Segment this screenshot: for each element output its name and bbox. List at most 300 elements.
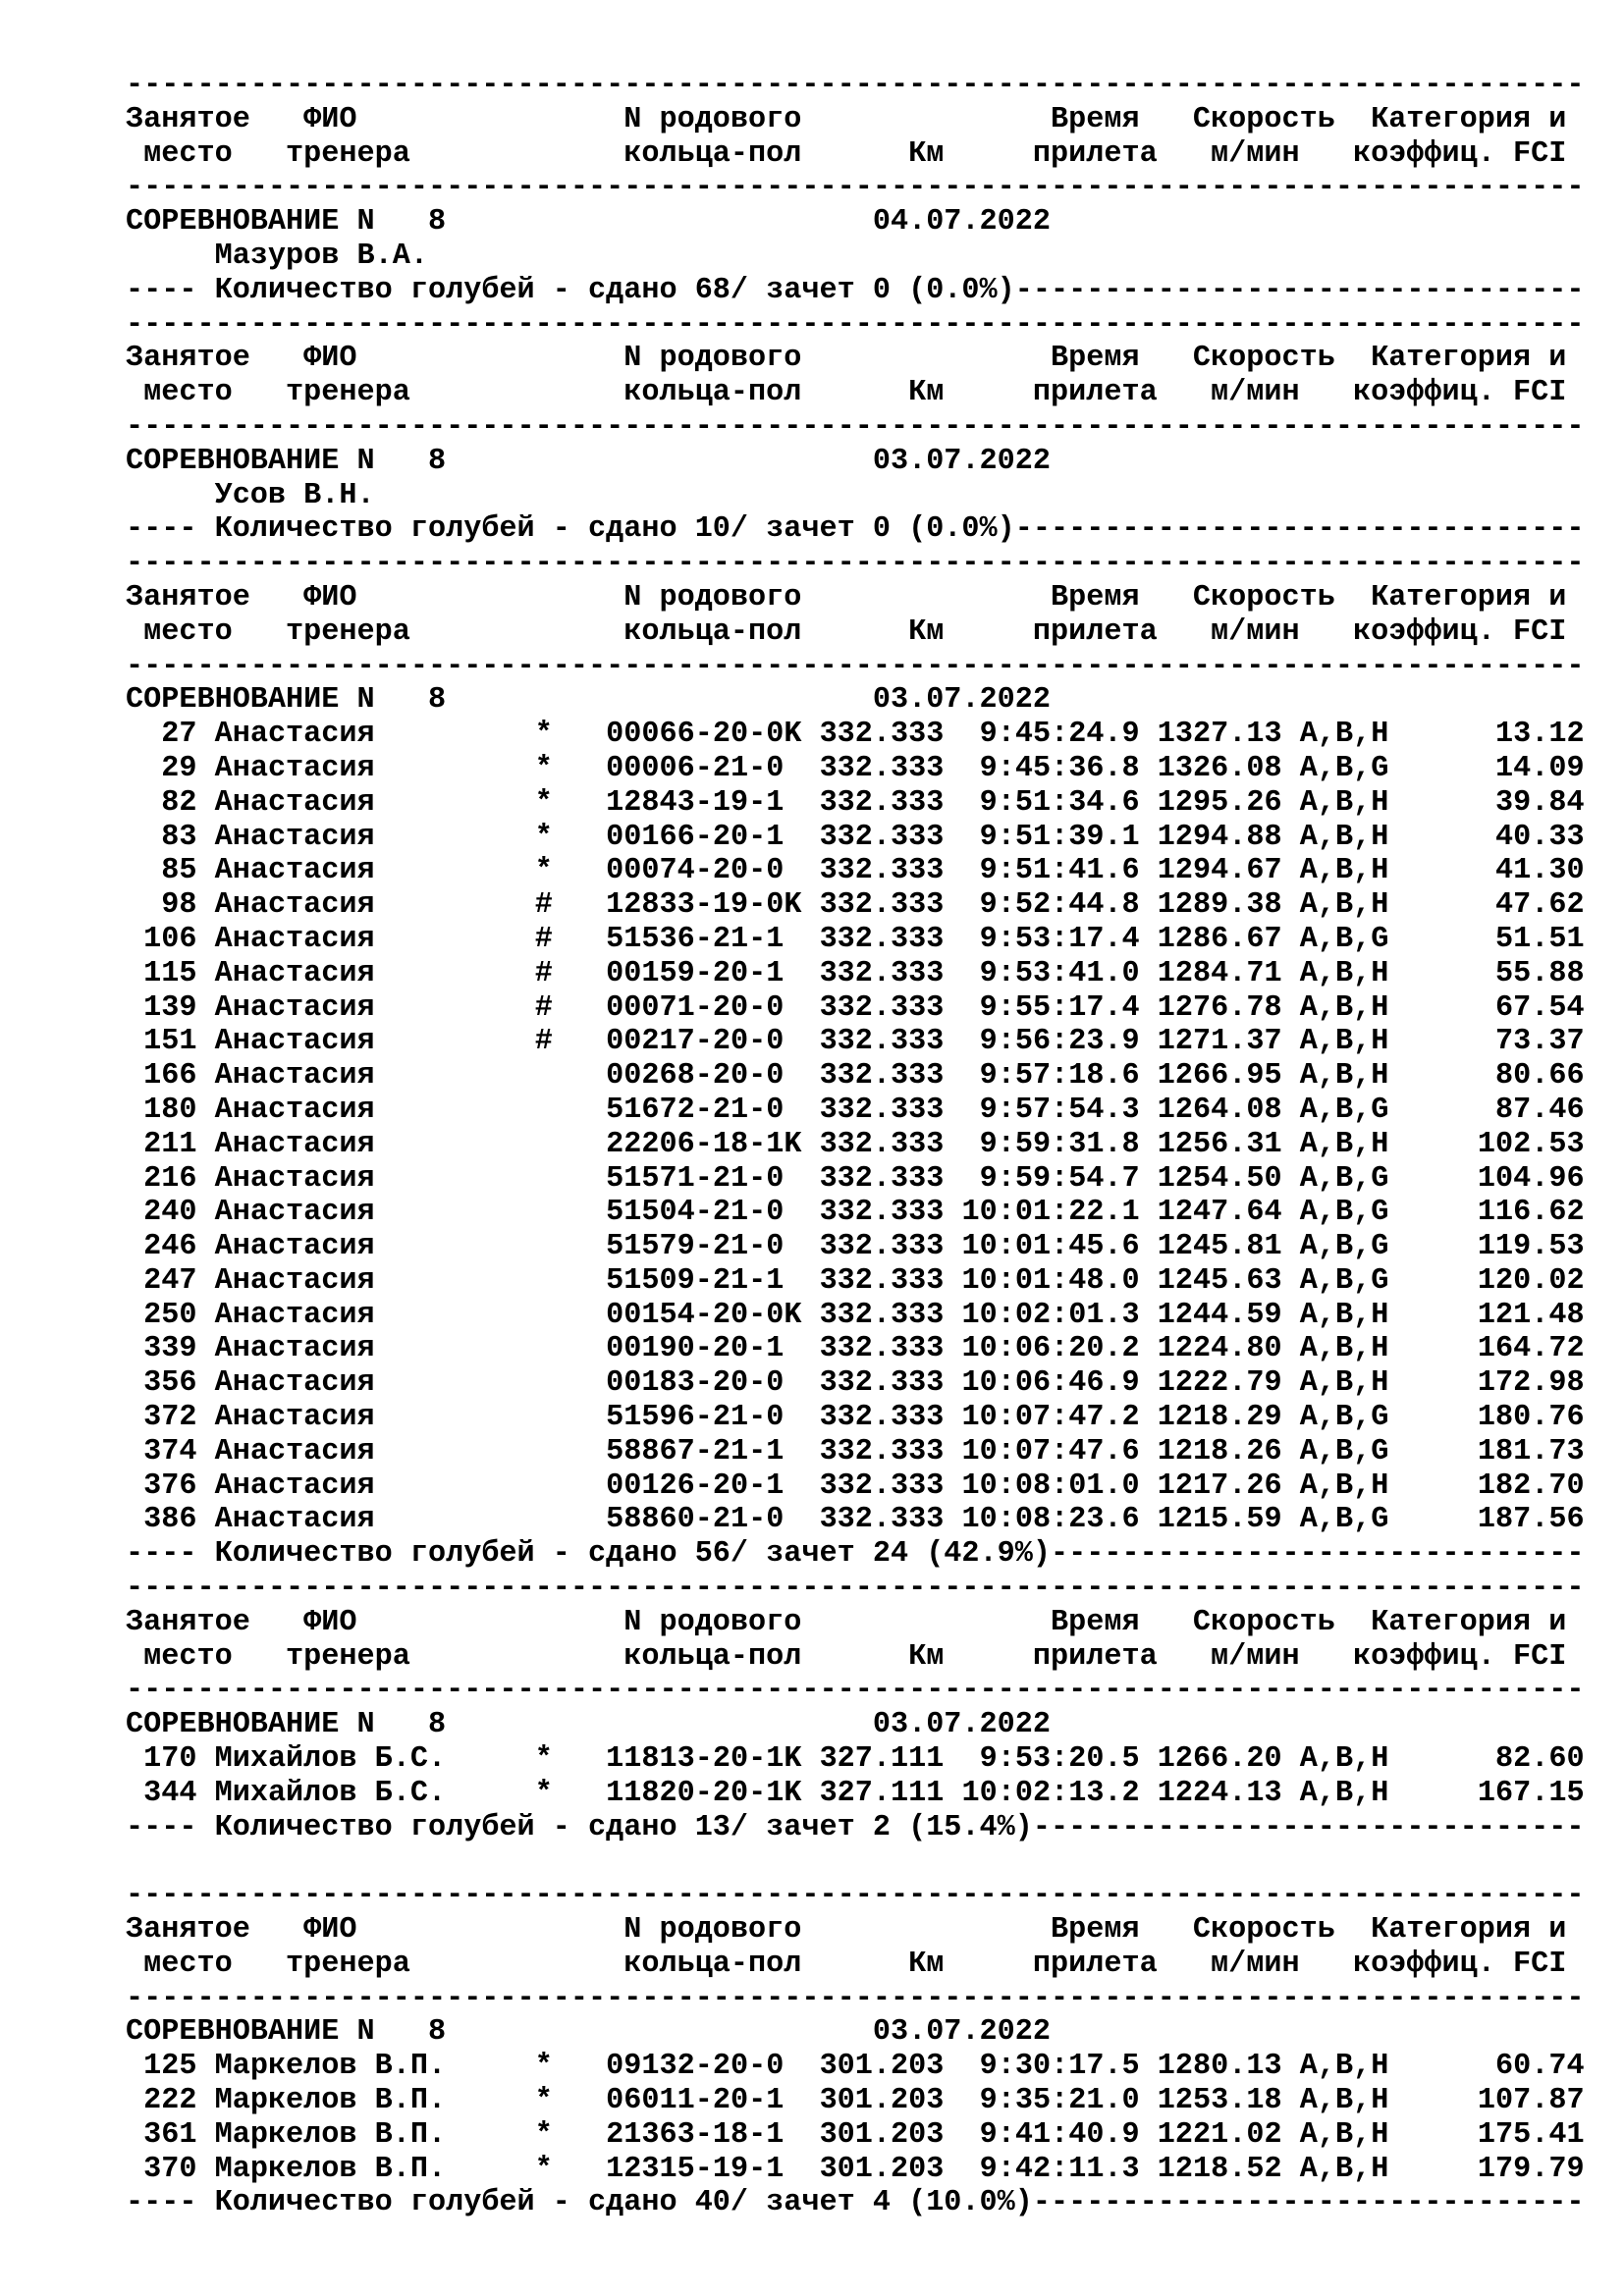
fci-coefficient: 82.60 [1388,1742,1585,1777]
result-row [126,1742,1598,1777]
column-header-line-1: Занятое ФИО N родового Время Скорость Категория и [126,1913,1567,1948]
place: 180 [126,1093,197,1127]
place: 374 [126,1434,197,1468]
mark [535,1503,553,1536]
mark [535,1128,553,1161]
place: 356 [126,1366,197,1401]
category: A,B,H [1299,956,1389,990]
distance-km: 332.333 [801,956,945,990]
speed: 1294.88 [1157,820,1282,854]
fci-coefficient: 41.30 [1388,854,1585,888]
category: A,B,G [1299,1093,1389,1127]
fci-coefficient: 181.73 [1388,1434,1585,1468]
result-row [126,923,1598,957]
ring-number: 22206-18-1K [606,1127,802,1161]
result-row [126,2084,1598,2118]
mark: * [534,1776,553,1810]
fci-coefficient: 119.53 [1388,1230,1585,1264]
result-row [126,786,1598,821]
arrival-time: 9:53:17.4 [944,922,1140,956]
result-row [126,1162,1598,1197]
speed: 1254.50 [1157,1161,1282,1196]
mark [535,1366,553,1400]
competition-header: СОРЕВНОВАНИЕ N 8 03.07.2022 [126,444,1052,478]
separator-line: ---------------------------------------------------------------------------------- [126,307,1585,342]
place: 139 [126,990,197,1025]
ring-number: 00071-20-0 [606,990,802,1025]
place: 386 [126,1503,197,1537]
trainer-name: Анастасия [214,854,517,888]
trainer-name: Анастасия [214,1503,517,1537]
distance-km: 332.333 [801,922,945,956]
distance-km: 327.111 [801,1776,945,1810]
distance-km: 332.333 [801,1298,945,1332]
column-header-line-2: место тренера кольца-пол Км прилета м/мин коэффиц. FCI [126,1947,1567,1981]
mark: # [534,888,553,923]
place: 361 [126,2117,197,2152]
fci-coefficient: 120.02 [1388,1263,1585,1298]
fci-coefficient: 60.74 [1388,2050,1585,2084]
place: 376 [126,1468,197,1503]
trainer-name: Анастасия [214,1332,517,1366]
place: 240 [126,1196,197,1230]
mark: # [534,922,553,956]
place: 83 [126,820,197,854]
mark [535,1264,553,1298]
trainer-name: Анастасия [214,751,517,785]
ring-number: 00159-20-1 [606,956,802,990]
result-row [126,1059,1598,1094]
category: A,B,G [1299,1503,1389,1537]
place: 211 [126,1127,197,1161]
place: 82 [126,785,197,820]
ring-number: 00154-20-0K [606,1298,802,1332]
speed: 1284.71 [1157,956,1282,990]
ring-number: 06011-20-1 [606,2084,802,2118]
result-row [126,1196,1598,1230]
place: 29 [126,751,197,785]
speed: 1294.67 [1157,854,1282,888]
result-row [126,1264,1598,1299]
ring-number: 09132-20-0 [606,2050,802,2084]
competition-header: СОРЕВНОВАНИЕ N 8 03.07.2022 [126,683,1052,718]
mark [535,1299,553,1332]
mark: * [534,718,553,752]
result-row [126,1025,1598,1059]
category: A,B,G [1299,1434,1389,1468]
fci-coefficient: 116.62 [1388,1196,1585,1230]
mark: # [534,1025,553,1059]
column-header-line-2: место тренера кольца-пол Км прилета м/мин коэффиц. FCI [126,614,1567,649]
speed: 1215.59 [1157,1503,1282,1537]
fci-coefficient: 182.70 [1388,1468,1585,1503]
arrival-time: 9:51:34.6 [944,785,1140,820]
mark: # [534,956,553,990]
speed: 1245.63 [1157,1263,1282,1298]
distance-km: 332.333 [801,1127,945,1161]
category: A,B,H [1299,785,1389,820]
ring-number: 58860-21-0 [606,1503,802,1537]
arrival-time: 9:53:20.5 [944,1742,1140,1777]
fci-coefficient: 39.84 [1388,785,1585,820]
distance-km: 332.333 [801,1332,945,1366]
result-row [126,1366,1598,1401]
fci-coefficient: 187.56 [1388,1503,1585,1537]
arrival-time: 9:42:11.3 [944,2152,1140,2186]
distance-km: 332.333 [801,854,945,888]
trainer-name: Анастасия [214,922,517,956]
speed: 1256.31 [1157,1127,1282,1161]
mark [535,1230,553,1263]
category: A,B,H [1299,888,1389,923]
ring-number: 00268-20-0 [606,1059,802,1094]
distance-km: 332.333 [801,1161,945,1196]
speed: 1222.79 [1157,1366,1282,1401]
ring-number: 21363-18-1 [606,2117,802,2152]
separator-line: ---------------------------------------------------------------------------------- [126,1879,1585,1913]
fci-coefficient: 87.46 [1388,1093,1585,1127]
ring-number: 51509-21-1 [606,1263,802,1298]
mark [535,1196,553,1229]
arrival-time: 10:02:13.2 [944,1776,1140,1810]
column-header-line-2: место тренера кольца-пол Км прилета м/мин коэффиц. FCI [126,136,1567,171]
column-header-line-1: Занятое ФИО N родового Время Скорость Категория и [126,102,1567,136]
category: A,B,H [1299,1332,1389,1366]
category: A,B,H [1299,1127,1389,1161]
fci-coefficient: 51.51 [1388,922,1585,956]
place: 246 [126,1230,197,1264]
arrival-time: 9:52:44.8 [944,888,1140,923]
ring-number: 12843-19-1 [606,785,802,820]
trainer-name: Мазуров В.А. [126,239,428,273]
category: A,B,G [1299,1161,1389,1196]
arrival-time: 10:02:01.3 [944,1298,1140,1332]
separator-line: ---------------------------------------------------------------------------------- [126,649,1585,683]
trainer-name: Анастасия [214,1161,517,1196]
fci-coefficient: 167.15 [1388,1776,1585,1810]
distance-km: 332.333 [801,1263,945,1298]
arrival-time: 9:59:31.8 [944,1127,1140,1161]
result-row [126,2050,1598,2084]
category: A,B,H [1299,1776,1389,1810]
arrival-time: 10:06:46.9 [944,1366,1140,1401]
category: A,B,G [1299,751,1389,785]
mark [535,1162,553,1196]
separator-line: ---------------------------------------------------------------------------------- [126,69,1585,102]
distance-km: 332.333 [801,1401,945,1435]
distance-km: 332.333 [801,751,945,785]
trainer-name: Маркелов В.П. [214,2050,517,2084]
ring-number: 58867-21-1 [606,1434,802,1468]
trainer-name: Анастасия [214,990,517,1025]
result-row [126,718,1598,752]
arrival-time: 10:08:23.6 [944,1503,1140,1537]
category: A,B,H [1299,820,1389,854]
ring-number: 00166-20-1 [606,820,802,854]
speed: 1271.37 [1157,1025,1282,1059]
speed: 1218.26 [1157,1434,1282,1468]
category: A,B,G [1299,1263,1389,1298]
result-row [126,1777,1598,1811]
separator-line: ---------------------------------------------------------------------------------- [126,171,1585,205]
result-row [126,957,1598,991]
distance-km: 301.203 [801,2152,945,2186]
arrival-time: 9:57:54.3 [944,1093,1140,1127]
distance-km: 332.333 [801,718,945,752]
place: 170 [126,1742,197,1777]
ring-number: 00183-20-0 [606,1366,802,1401]
summary-text: ---- Количество голубей - сдано 40/ зачет 4 (10.0%) [126,2186,1033,2220]
arrival-time: 9:51:41.6 [944,854,1140,888]
place: 125 [126,2050,197,2084]
place: 247 [126,1263,197,1298]
ring-number: 00066-20-0K [606,718,802,752]
speed: 1218.52 [1157,2152,1282,2186]
speed: 1266.95 [1157,1059,1282,1094]
fci-coefficient: 14.09 [1388,751,1585,785]
arrival-time: 9:45:36.8 [944,751,1140,785]
fci-coefficient: 80.66 [1388,1059,1585,1094]
speed: 1221.02 [1157,2117,1282,2152]
arrival-time: 9:51:39.1 [944,820,1140,854]
summary-dash-fill: -------------------------------- [1014,273,1585,307]
mark: * [534,2117,553,2152]
ring-number: 51571-21-0 [606,1161,802,1196]
place: 85 [126,854,197,888]
distance-km: 332.333 [801,1434,945,1468]
ring-number: 12833-19-0K [606,888,802,923]
result-row [126,854,1598,888]
result-row [126,1094,1598,1128]
speed: 1244.59 [1157,1298,1282,1332]
mark: * [534,2152,553,2186]
arrival-time: 10:01:45.6 [944,1230,1140,1264]
trainer-name: Анастасия [214,1093,517,1127]
arrival-time: 10:08:01.0 [944,1468,1140,1503]
column-header-line-1: Занятое ФИО N родового Время Скорость Категория и [126,1605,1567,1639]
distance-km: 301.203 [801,2084,945,2118]
speed: 1217.26 [1157,1468,1282,1503]
category: A,B,H [1299,1468,1389,1503]
results-report [126,69,1598,2220]
column-header-line-2: место тренера кольца-пол Км прилета м/мин коэффиц. FCI [126,1639,1567,1674]
summary-dash-fill: ------------------------------- [1032,2186,1585,2220]
fci-coefficient: 73.37 [1388,1025,1585,1059]
fci-coefficient: 55.88 [1388,956,1585,990]
separator-line: ---------------------------------------------------------------------------------- [126,547,1585,581]
place: 250 [126,1298,197,1332]
mark: * [534,751,553,785]
arrival-time: 10:07:47.2 [944,1401,1140,1435]
trainer-name: Маркелов В.П. [214,2117,517,2152]
mark: * [534,820,553,854]
fci-coefficient: 102.53 [1388,1127,1585,1161]
mark [535,1094,553,1127]
category: A,B,H [1299,1025,1389,1059]
speed: 1295.26 [1157,785,1282,820]
column-header-line-1: Занятое ФИО N родового Время Скорость Категория и [126,580,1567,614]
result-row [126,1332,1598,1366]
summary-text: ---- Количество голубей - сдано 13/ зачет 2 (15.4%) [126,1810,1033,1844]
arrival-time: 9:56:23.9 [944,1025,1140,1059]
fci-coefficient: 40.33 [1388,820,1585,854]
trainer-name: Анастасия [214,1434,517,1468]
mark [535,1435,553,1468]
place: 115 [126,956,197,990]
distance-km: 332.333 [801,1059,945,1094]
mark: * [534,854,553,888]
trainer-name: Анастасия [214,1298,517,1332]
trainer-name: Маркелов В.П. [214,2152,517,2186]
mark [535,1469,553,1503]
blank-line [126,1844,1598,1879]
distance-km: 301.203 [801,2117,945,2152]
summary-line [126,1811,1598,1845]
category: A,B,H [1299,854,1389,888]
place: 98 [126,888,197,923]
place: 106 [126,922,197,956]
trainer-name: Анастасия [214,1366,517,1401]
speed: 1327.13 [1157,718,1282,752]
trainer-name: Анастасия [214,1059,517,1094]
distance-km: 332.333 [801,1366,945,1401]
arrival-time: 10:06:20.2 [944,1332,1140,1366]
arrival-time: 9:30:17.5 [944,2050,1140,2084]
distance-km: 332.333 [801,1093,945,1127]
place: 370 [126,2152,197,2186]
trainer-name: Маркелов В.П. [214,2084,517,2118]
mark: * [534,785,553,820]
competition-header: СОРЕВНОВАНИЕ N 8 03.07.2022 [126,2015,1052,2050]
speed: 1276.78 [1157,990,1282,1025]
category: A,B,G [1299,1230,1389,1264]
category: A,B,H [1299,1742,1389,1777]
arrival-time: 9:35:21.0 [944,2084,1140,2118]
arrival-time: 9:57:18.6 [944,1059,1140,1094]
result-row [126,1435,1598,1469]
fci-coefficient: 67.54 [1388,990,1585,1025]
speed: 1224.80 [1157,1332,1282,1366]
separator-line: ---------------------------------------------------------------------------------- [126,1674,1585,1708]
category: A,B,H [1299,2050,1389,2084]
mark [535,1332,553,1365]
speed: 1253.18 [1157,2084,1282,2118]
distance-km: 332.333 [801,1196,945,1230]
speed: 1286.67 [1157,922,1282,956]
distance-km: 332.333 [801,888,945,923]
place: 166 [126,1059,197,1094]
ring-number: 12315-19-1 [606,2152,802,2186]
ring-number: 11813-20-1K [606,1742,802,1777]
speed: 1289.38 [1157,888,1282,923]
result-row [126,752,1598,786]
result-row [126,991,1598,1026]
result-row [126,1401,1598,1435]
category: A,B,G [1299,922,1389,956]
place: 344 [126,1776,197,1810]
category: A,B,H [1299,2084,1389,2118]
distance-km: 332.333 [801,1025,945,1059]
place: 27 [126,718,197,752]
summary-text: ---- Количество голубей - сдано 10/ зачет 0 (0.0%) [126,512,1015,547]
fci-coefficient: 180.76 [1388,1401,1585,1435]
place: 372 [126,1401,197,1435]
ring-number: 51504-21-0 [606,1196,802,1230]
fci-coefficient: 164.72 [1388,1332,1585,1366]
ring-number: 00190-20-1 [606,1332,802,1366]
category: A,B,G [1299,1196,1389,1230]
ring-number: 11820-20-1K [606,1776,802,1810]
category: A,B,H [1299,1366,1389,1401]
trainer-name: Михайлов Б.С. [214,1742,517,1777]
distance-km: 332.333 [801,1503,945,1537]
place: 151 [126,1025,197,1059]
speed: 1266.20 [1157,1742,1282,1777]
trainer-name: Анастасия [214,956,517,990]
result-row [126,1230,1598,1264]
mark: # [534,990,553,1025]
summary-line [126,1537,1598,1572]
arrival-time: 10:01:48.0 [944,1263,1140,1298]
ring-number: 00217-20-0 [606,1025,802,1059]
trainer-name: Анастасия [214,1127,517,1161]
fci-coefficient: 175.41 [1388,2117,1585,2152]
mark: * [534,2050,553,2084]
place: 339 [126,1332,197,1366]
speed: 1224.13 [1157,1776,1282,1810]
arrival-time: 9:45:24.9 [944,718,1140,752]
trainer-name: Анастасия [214,1401,517,1435]
summary-text: ---- Количество голубей - сдано 56/ зачет 24 (42.9%) [126,1537,1052,1572]
category: A,B,G [1299,1401,1389,1435]
trainer-name: Анастасия [214,785,517,820]
category: A,B,H [1299,1298,1389,1332]
trainer-name: Анастасия [214,888,517,923]
trainer-name: Анастасия [214,1025,517,1059]
speed: 1247.64 [1157,1196,1282,1230]
column-header-line-1: Занятое ФИО N родового Время Скорость Категория и [126,342,1567,376]
fci-coefficient: 104.96 [1388,1161,1585,1196]
separator-line: ---------------------------------------------------------------------------------- [126,409,1585,444]
result-row [126,1469,1598,1504]
place: 222 [126,2084,197,2118]
distance-km: 301.203 [801,2050,945,2084]
category: A,B,H [1299,2152,1389,2186]
result-row [126,1299,1598,1333]
fci-coefficient: 13.12 [1388,718,1585,752]
ring-number: 51579-21-0 [606,1230,802,1264]
category: A,B,H [1299,990,1389,1025]
arrival-time: 10:01:22.1 [944,1196,1140,1230]
column-header-line-2: место тренера кольца-пол Км прилета м/мин коэффиц. FCI [126,376,1567,410]
summary-line [126,2186,1598,2220]
arrival-time: 10:07:47.6 [944,1434,1140,1468]
mark [535,1059,553,1093]
distance-km: 332.333 [801,990,945,1025]
ring-number: 00126-20-1 [606,1468,802,1503]
trainer-name: Анастасия [214,718,517,752]
result-row [126,1503,1598,1537]
summary-dash-fill: -------------------------------- [1014,512,1585,547]
trainer-name: Усов В.Н. [126,478,375,512]
fci-coefficient: 121.48 [1388,1298,1585,1332]
mark: * [534,2084,553,2118]
summary-line [126,512,1598,547]
speed: 1264.08 [1157,1093,1282,1127]
distance-km: 332.333 [801,785,945,820]
speed: 1245.81 [1157,1230,1282,1264]
trainer-name: Анастасия [214,1263,517,1298]
